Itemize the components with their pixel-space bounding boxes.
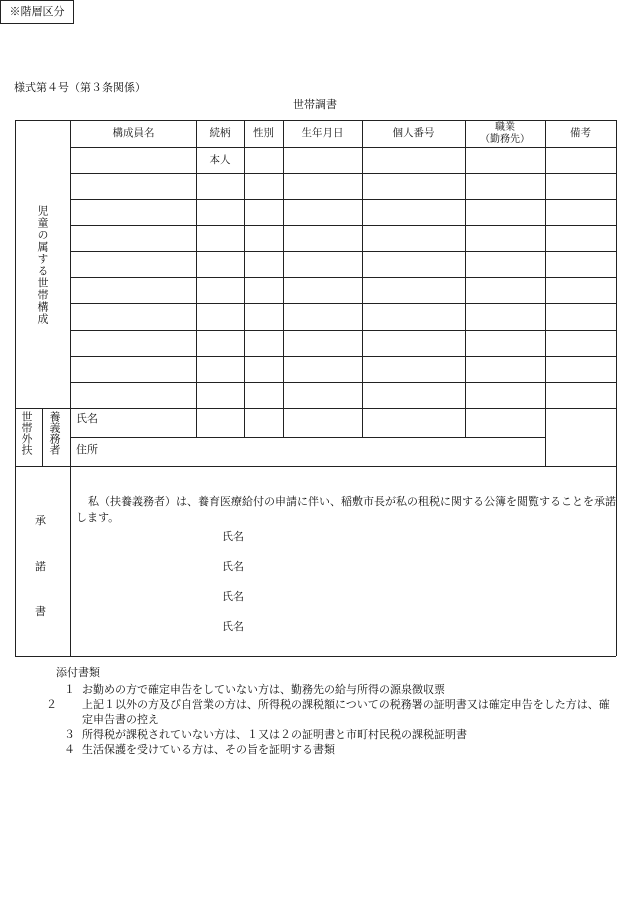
attachment-num: ２ xyxy=(46,698,57,711)
section-divider xyxy=(15,408,616,409)
table-right-border xyxy=(616,120,617,656)
signature-name-3[interactable]: 氏名 xyxy=(222,590,244,603)
row-line xyxy=(70,225,616,226)
col-header-name: 構成員名 xyxy=(112,127,155,140)
column-divider xyxy=(545,408,546,466)
signature-name-2[interactable]: 氏名 xyxy=(222,560,244,573)
attachment-num: １ xyxy=(64,683,75,696)
outside-label-col2: 養義務者 xyxy=(48,411,61,455)
column-divider xyxy=(244,120,245,408)
relationship-self: 本人 xyxy=(209,153,231,166)
attachment-item-1 xyxy=(64,682,620,697)
consent-label-2: 諾 xyxy=(35,560,46,573)
col-header-sex: 性別 xyxy=(253,127,274,140)
column-divider xyxy=(362,408,363,437)
column-divider xyxy=(196,408,197,437)
kaiso-label-box: ※階層区分 xyxy=(0,0,74,24)
row-line xyxy=(70,437,545,438)
column-divider xyxy=(465,120,466,408)
row-line xyxy=(70,277,616,278)
signature-name-4[interactable]: 氏名 xyxy=(222,620,244,633)
consent-label-3: 書 xyxy=(35,605,46,618)
outside-label-divider xyxy=(42,408,43,466)
outside-address-label: 住所 xyxy=(76,443,98,456)
attachment-text: お勤めの方で確定申告をしていない方は、勤務先の給与所得の源泉徴収票 xyxy=(82,683,445,696)
row-line xyxy=(70,251,616,252)
col-header-occupation: 職業 （勤務先） xyxy=(480,121,530,145)
column-divider xyxy=(465,408,466,437)
row-line xyxy=(70,330,616,331)
attachment-item-4 xyxy=(64,742,620,757)
row-line xyxy=(70,382,616,383)
row-line xyxy=(70,303,616,304)
page-title: 世帯調書 xyxy=(293,98,337,111)
column-divider xyxy=(362,120,363,408)
row-line xyxy=(70,173,616,174)
column-divider xyxy=(545,120,546,408)
col-header-birthdate: 生年月日 xyxy=(301,127,344,140)
attachment-num: ４ xyxy=(64,743,75,756)
label-column-divider xyxy=(70,120,71,656)
attachment-num: ３ xyxy=(64,728,75,741)
consent-text: 私（扶養義務者）は、養育医療給付の申請に伴い、稲敷市長が私の租税に関する公簿を閲覧することを承諾します。 xyxy=(76,495,616,524)
col-header-relationship: 続柄 xyxy=(209,127,231,140)
attachment-item-3 xyxy=(64,727,620,742)
column-divider xyxy=(244,408,245,437)
col-header-mynumber: 個人番号 xyxy=(392,127,435,140)
attachment-text: 上記１以外の方及び自営業の方は、所得税の課税額についての税務署の証明書又は確定申告をした方は、確定申告書の控え xyxy=(82,698,610,726)
column-divider xyxy=(283,408,284,437)
row-line xyxy=(70,147,616,148)
form-number: 様式第４号（第３条関係） xyxy=(14,81,146,94)
attachment-item-2 xyxy=(46,697,620,727)
consent-label-1: 承 xyxy=(35,514,46,527)
column-divider xyxy=(283,120,284,408)
attachment-text: 生活保護を受けている方は、その旨を証明する書類 xyxy=(82,743,335,756)
section-divider xyxy=(15,466,616,467)
outside-label-col1: 世帯外扶 xyxy=(20,411,33,455)
col-header-remarks: 備考 xyxy=(570,127,591,140)
attachment-text: 所得税が課税されていない方は、１又は２の証明書と市町村民税の課税証明書 xyxy=(82,728,467,741)
household-section-label: 児童の属する世帯構成 xyxy=(36,205,49,325)
outside-name-label: 氏名 xyxy=(76,412,98,425)
signature-name-1[interactable]: 氏名 xyxy=(222,530,244,543)
row-line xyxy=(70,199,616,200)
table-left-border xyxy=(15,120,16,656)
table-bottom-border xyxy=(15,656,616,657)
attachments-heading: 添付書類 xyxy=(56,666,100,679)
row-line xyxy=(70,356,616,357)
